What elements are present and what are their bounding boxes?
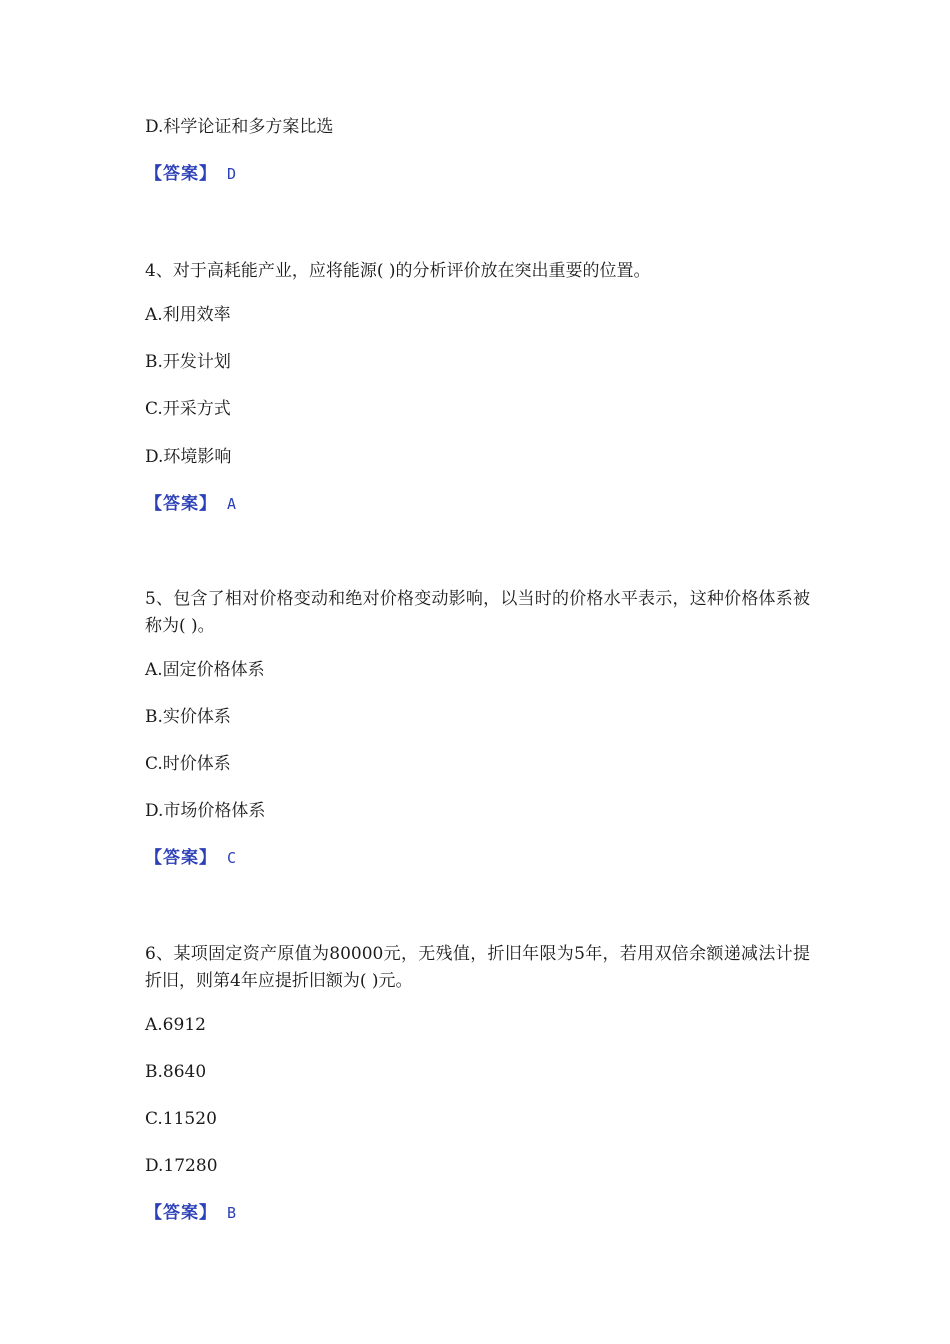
question-4-stem: 4、对于高耗能产业，应将能源( )的分析评价放在突出重要的位置。	[145, 261, 651, 281]
answer-value: D	[227, 165, 237, 183]
answer-line	[145, 164, 236, 184]
answer-line	[145, 494, 236, 514]
answer-line	[145, 1203, 236, 1223]
answer-value: B	[227, 1204, 237, 1222]
option-c: C.11520	[145, 1109, 217, 1129]
option-d: D.科学论证和多方案比选	[145, 117, 334, 137]
option-c: C.开采方式	[145, 399, 231, 419]
answer-line	[145, 848, 236, 868]
option-b: B.实价体系	[145, 707, 231, 727]
answer-value: C	[227, 849, 237, 867]
option-a: A.固定价格体系	[145, 660, 265, 680]
option-d: D.环境影响	[145, 447, 232, 467]
answer-label: 【答案】	[145, 494, 217, 514]
option-c: C.时价体系	[145, 754, 231, 774]
option-a: A.利用效率	[145, 305, 231, 325]
answer-value: A	[227, 495, 237, 513]
option-a: A.6912	[145, 1015, 206, 1035]
option-d: D.市场价格体系	[145, 801, 266, 821]
option-d: D.17280	[145, 1156, 218, 1176]
answer-label: 【答案】	[145, 848, 217, 868]
question-5-stem: 5、包含了相对价格变动和绝对价格变动影响，以当时的价格水平表示，这种价格体系被称为( )。	[145, 589, 810, 636]
option-b: B.开发计划	[145, 352, 231, 372]
question-6-stem: 6、某项固定资产原值为80000元，无残值，折旧年限为5年，若用双倍余额递减法计提折旧，则第4年应提折旧额为( )元。	[145, 944, 810, 991]
answer-label: 【答案】	[145, 164, 217, 184]
option-b: B.8640	[145, 1062, 207, 1082]
answer-label: 【答案】	[145, 1203, 217, 1223]
